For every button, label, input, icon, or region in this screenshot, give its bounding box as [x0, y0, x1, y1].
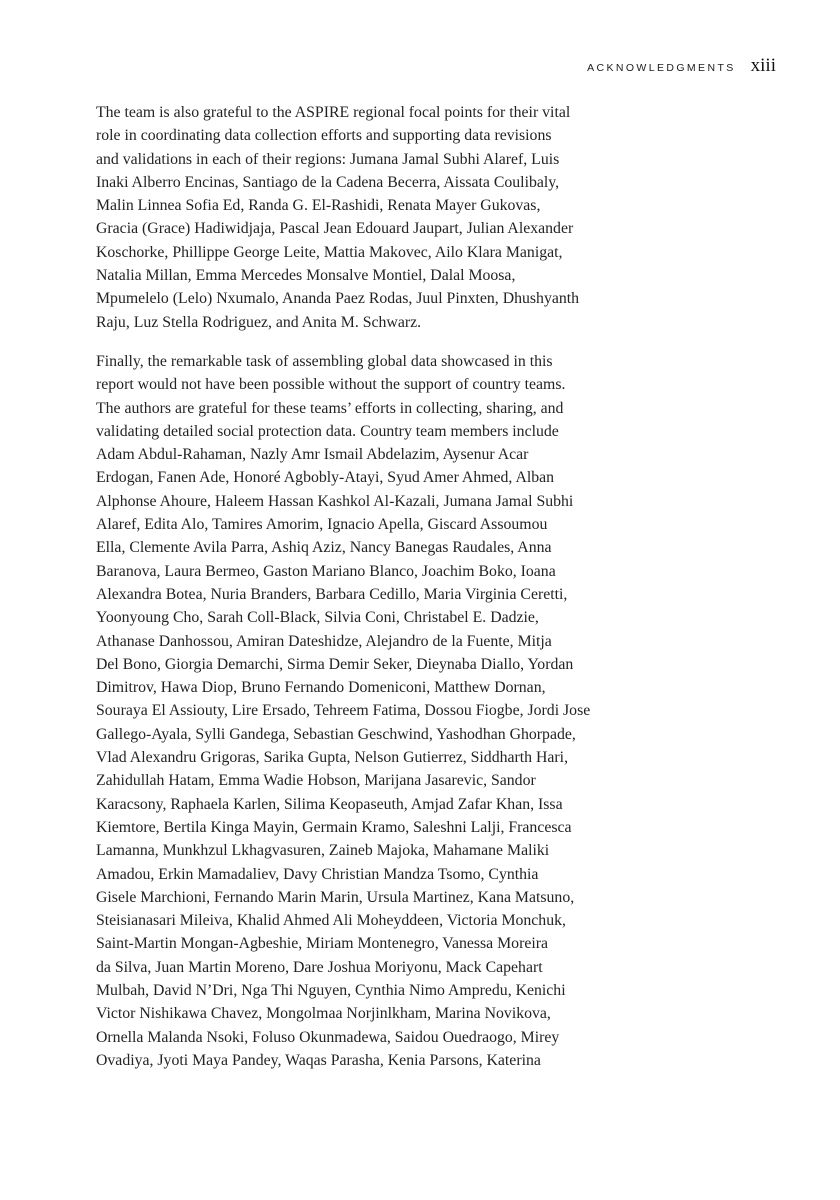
- text-line: Baranova, Laura Bermeo, Gaston Mariano Blanco, Joachim Boko, Ioana: [96, 562, 556, 580]
- text-line: Mpumelelo (Lelo) Nxumalo, Ananda Paez Rodas, Juul Pinxten, Dhushyanth: [96, 290, 580, 308]
- text-line: Souraya El Assiouty, Lire Ersado, Tehreem Fatima, Dossou Fiogbe, Jordi Jose: [96, 702, 591, 720]
- body-text: [96, 101, 636, 1072]
- text-line: Malin Linnea Sofia Ed, Randa G. El-Rashidi, Renata Mayer Gukovas,: [96, 197, 541, 215]
- text-line: Finally, the remarkable task of assembling global data showcased in this: [96, 352, 553, 370]
- text-line: Mulbah, David N’Dri, Nga Thi Nguyen, Cynthia Nimo Ampredu, Kenichi: [96, 981, 566, 999]
- text-line: Inaki Alberro Encinas, Santiago de la Cadena Becerra, Aissata Coulibaly,: [96, 173, 560, 191]
- text-line: da Silva, Juan Martin Moreno, Dare Joshua Moriyonu, Mack Capehart: [96, 958, 543, 976]
- text-line: Amadou, Erkin Mamadaliev, Davy Christian Mandza Tsomo, Cynthia: [96, 865, 539, 883]
- text-line: Kiemtore, Bertila Kinga Mayin, Germain Kramo, Saleshni Lalji, Francesca: [96, 818, 572, 836]
- text-line: Adam Abdul-Rahaman, Nazly Amr Ismail Abdelazim, Aysenur Acar: [96, 446, 529, 464]
- text-line: Gracia (Grace) Hadiwidjaja, Pascal Jean Edouard Jaupart, Julian Alexander: [96, 220, 574, 238]
- text-line: Ornella Malanda Nsoki, Foluso Okunmadewa, Saidou Ouedraogo, Mirey: [96, 1028, 560, 1046]
- text-line: Victor Nishikawa Chavez, Mongolmaa Norjinlkham, Marina Novikova,: [96, 1005, 551, 1023]
- text-line: Gisele Marchioni, Fernando Marin Marin, Ursula Martinez, Kana Matsuno,: [96, 888, 575, 906]
- section-label: ACKNOWLEDGMENTS: [587, 62, 736, 74]
- text-line: Steisianasari Mileiva, Khalid Ahmed Ali Moheyddeen, Victoria Monchuk,: [96, 912, 566, 930]
- text-line: Zahidullah Hatam, Emma Wadie Hobson, Marijana Jasarevic, Sandor: [96, 772, 536, 790]
- paragraph-aspire-focal-points: [96, 101, 636, 334]
- paragraph-country-teams: [96, 350, 636, 1072]
- running-head: [587, 55, 776, 77]
- text-line: and validations in each of their regions: Jumana Jamal Subhi Alaref, Luis: [96, 150, 560, 168]
- text-line: Ella, Clemente Avila Parra, Ashiq Aziz, Nancy Banegas Raudales, Anna: [96, 539, 552, 557]
- text-line: Alexandra Botea, Nuria Branders, Barbara Cedillo, Maria Virginia Ceretti,: [96, 585, 568, 603]
- text-line: validating detailed social protection data. Country team members include: [96, 422, 559, 440]
- text-line: Koschorke, Phillippe George Leite, Mattia Makovec, Ailo Klara Manigat,: [96, 243, 563, 261]
- page-number: xiii: [750, 55, 776, 76]
- text-line: Lamanna, Munkhzul Lkhagvasuren, Zaineb Majoka, Mahamane Maliki: [96, 842, 550, 860]
- text-line: report would not have been possible without the support of country teams.: [96, 376, 566, 394]
- text-line: Erdogan, Fanen Ade, Honoré Agbobly-Atayi, Syud Amer Ahmed, Alban: [96, 469, 555, 487]
- text-line: Alaref, Edita Alo, Tamires Amorim, Ignacio Apella, Giscard Assoumou: [96, 516, 548, 534]
- text-line: Raju, Luz Stella Rodriguez, and Anita M. Schwarz.: [96, 313, 422, 331]
- text-line: role in coordinating data collection efforts and supporting data revisions: [96, 127, 552, 145]
- text-line: Karacsony, Raphaela Karlen, Silima Keopaseuth, Amjad Zafar Khan, Issa: [96, 795, 563, 813]
- text-line: Vlad Alexandru Grigoras, Sarika Gupta, Nelson Gutierrez, Siddharth Hari,: [96, 749, 569, 767]
- text-line: Yoonyoung Cho, Sarah Coll-Black, Silvia Coni, Christabel E. Dadzie,: [96, 609, 539, 627]
- text-line: The team is also grateful to the ASPIRE regional focal points for their vital: [96, 104, 571, 121]
- text-line: Natalia Millan, Emma Mercedes Monsalve Montiel, Dalal Moosa,: [96, 267, 516, 285]
- text-line: Athanase Danhossou, Amiran Dateshidze, Alejandro de la Fuente, Mitja: [96, 632, 552, 650]
- text-line: Dimitrov, Hawa Diop, Bruno Fernando Domeniconi, Matthew Dornan,: [96, 679, 546, 697]
- text-line: Del Bono, Giorgia Demarchi, Sirma Demir Seker, Dieynaba Diallo, Yordan: [96, 655, 574, 673]
- text-line: Ovadiya, Jyoti Maya Pandey, Waqas Parasha, Kenia Parsons, Katerina: [96, 1051, 541, 1069]
- text-line: Saint-Martin Mongan-Agbeshie, Miriam Montenegro, Vanessa Moreira: [96, 935, 549, 953]
- text-line: The authors are grateful for these teams’ efforts in collecting, sharing, and: [96, 399, 564, 417]
- text-line: Alphonse Ahoure, Haleem Hassan Kashkol Al-Kazali, Jumana Jamal Subhi: [96, 492, 574, 510]
- text-line: Gallego-Ayala, Sylli Gandega, Sebastian Geschwind, Yashodhan Ghorpade,: [96, 725, 576, 743]
